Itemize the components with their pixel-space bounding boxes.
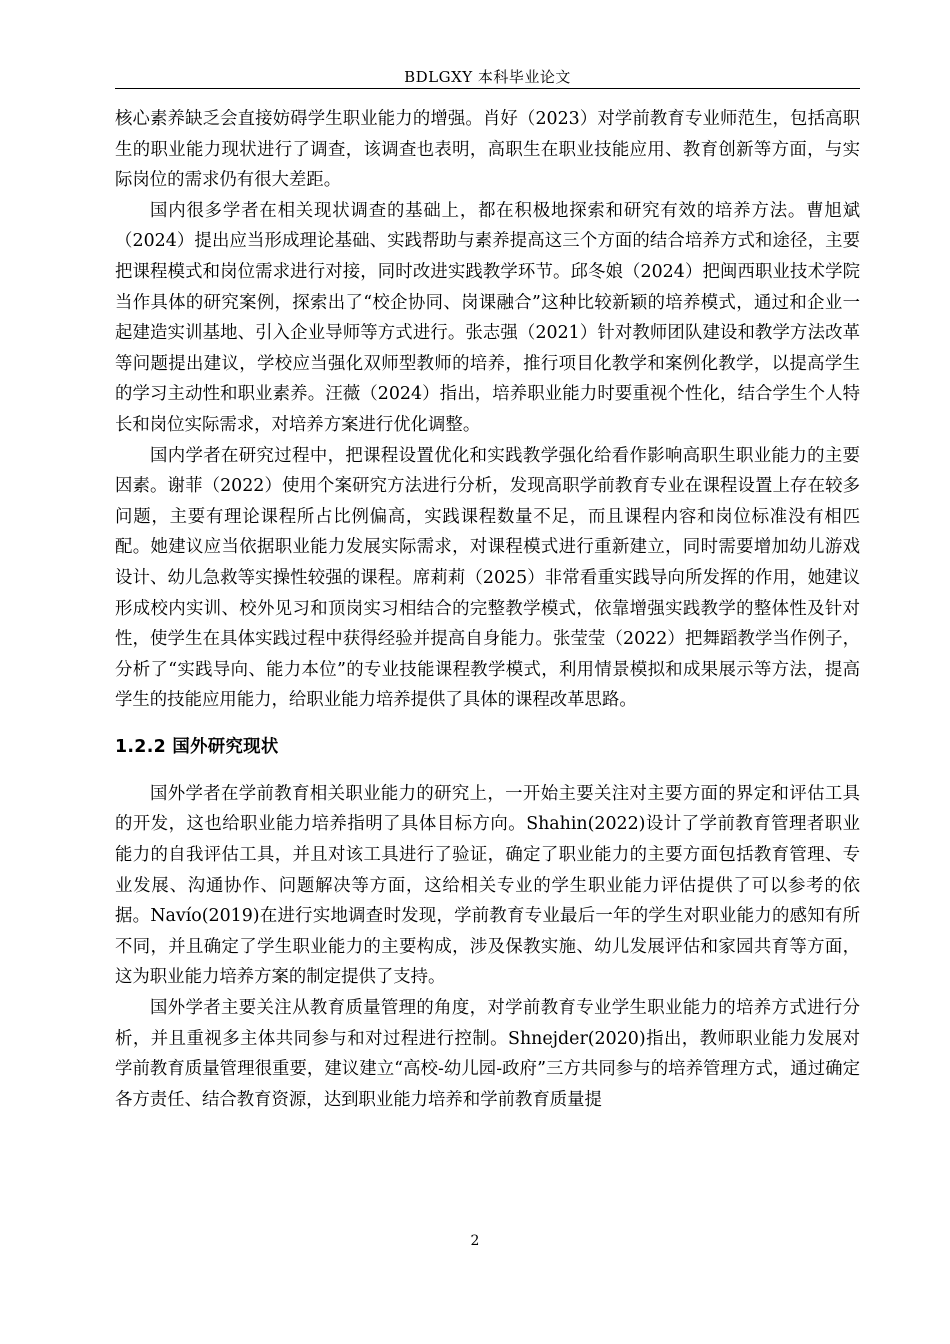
paragraph: 国内很多学者在相关现状调查的基础上，都在积极地探索和研究有效的培养方法。曹旭斌（2024）提出应当形成理论基础、实践帮助与素养提高这三个方面的结合培养方式和途径，主要把课程模式和岗位需求进行对接，同时改进实践教学环节。邱冬娘（2024）把闽西职业技术学院当作具体的研究案例，探索出了“校企协同、岗课融合”这种比较新颖的培养模式，通过和企业一起建造实训基地、引入企业导师等方式进行。张志强（2021）针对教师团队建设和教学方法改革等问题提出建议，学校应当强化双师型教师的培养，推行项目化教学和案例化教学，以提高学生的学习主动性和职业素养。汪薇（2024）指出，培养职业能力时要重视个性化，结合学生个人特长和岗位实际需求，对培养方案进行优化调整。 xyxy=(115,200,860,435)
paragraph: 国内学者在研究过程中，把课程设置优化和实践教学强化给看作影响高职生职业能力的主要因素。谢菲（2022）使用个案研究方法进行分析，发现高职学前教育专业在课程设置上存在较多问题，主要有理论课程所占比例偏高，实践课程数量不足，而且课程内容和岗位标准没有相匹配。她建议应当依据职业能力发展实际需求，对课程模式进行重新建立，同时需要增加幼儿游戏设计、幼儿急救等实操性较强的课程。席莉莉（2025）非常看重实践导向所发挥的作用，她建议形成校内实训、校外见习和顶岗实习相结合的完整教学模式，依靠增强实践教学的整体性及针对性，使学生在具体实践过程中获得经验并提高自身能力。张莹莹（2022）把舞蹈教学当作例子，分析了“实践导向、能力本位”的专业技能课程教学模式，利用情景模拟和成果展示等方法，提高学生的技能应用能力，给职业能力培养提供了具体的课程改革思路。 xyxy=(115,445,860,711)
document-body xyxy=(115,104,860,1115)
paragraph-continued: 核心素养缺乏会直接妨碍学生职业能力的增强。肖好（2023）对学前教育专业师范生，包括高职生的职业能力现状进行了调查，该调查也表明，高职生在职业技能应用、教育创新等方面，与实际岗位的需求仍有很大差距。 xyxy=(115,109,860,191)
page-header xyxy=(115,58,860,89)
paragraph: 国外学者主要关注从教育质量管理的角度，对学前教育专业学生职业能力的培养方式进行分析，并且重视多主体共同参与和对过程进行控制。Shnejder(2020)指出，教师职业能力发展对学前教育质量管理很重要，建议建立“高校-幼儿园-政府”三方共同参与的培养管理方式，通过确定各方责任、结合教育资源，达到职业能力培养和学前教育质量提 xyxy=(115,998,860,1110)
paragraph: 国外学者在学前教育相关职业能力的研究上，一开始主要关注对主要方面的界定和评估工具的开发，这也给职业能力培养指明了具体目标方向。Shahin(2022)设计了学前教育管理者职业能力的自我评估工具，并且对该工具进行了验证，确定了职业能力的主要方面包括教育管理、专业发展、沟通协作、问题解决等方面，这给相关专业的学生职业能力评估提供了可以参考的依据。Navío(2019)在进行实地调查时发现，学前教育专业最后一年的学生对职业能力的感知有所不同，并且确定了学生职业能力的主要构成，涉及保教实施、幼儿发展评估和家园共育等方面，这为职业能力培养方案的制定提供了支持。 xyxy=(115,783,860,988)
page-number: 2 xyxy=(470,1233,480,1249)
section-number: 1.2.2 xyxy=(115,736,167,757)
section-heading xyxy=(115,716,860,779)
header-title: BDLGXY 本科毕业论文 xyxy=(404,68,571,86)
section-title: 国外研究现状 xyxy=(172,736,279,757)
